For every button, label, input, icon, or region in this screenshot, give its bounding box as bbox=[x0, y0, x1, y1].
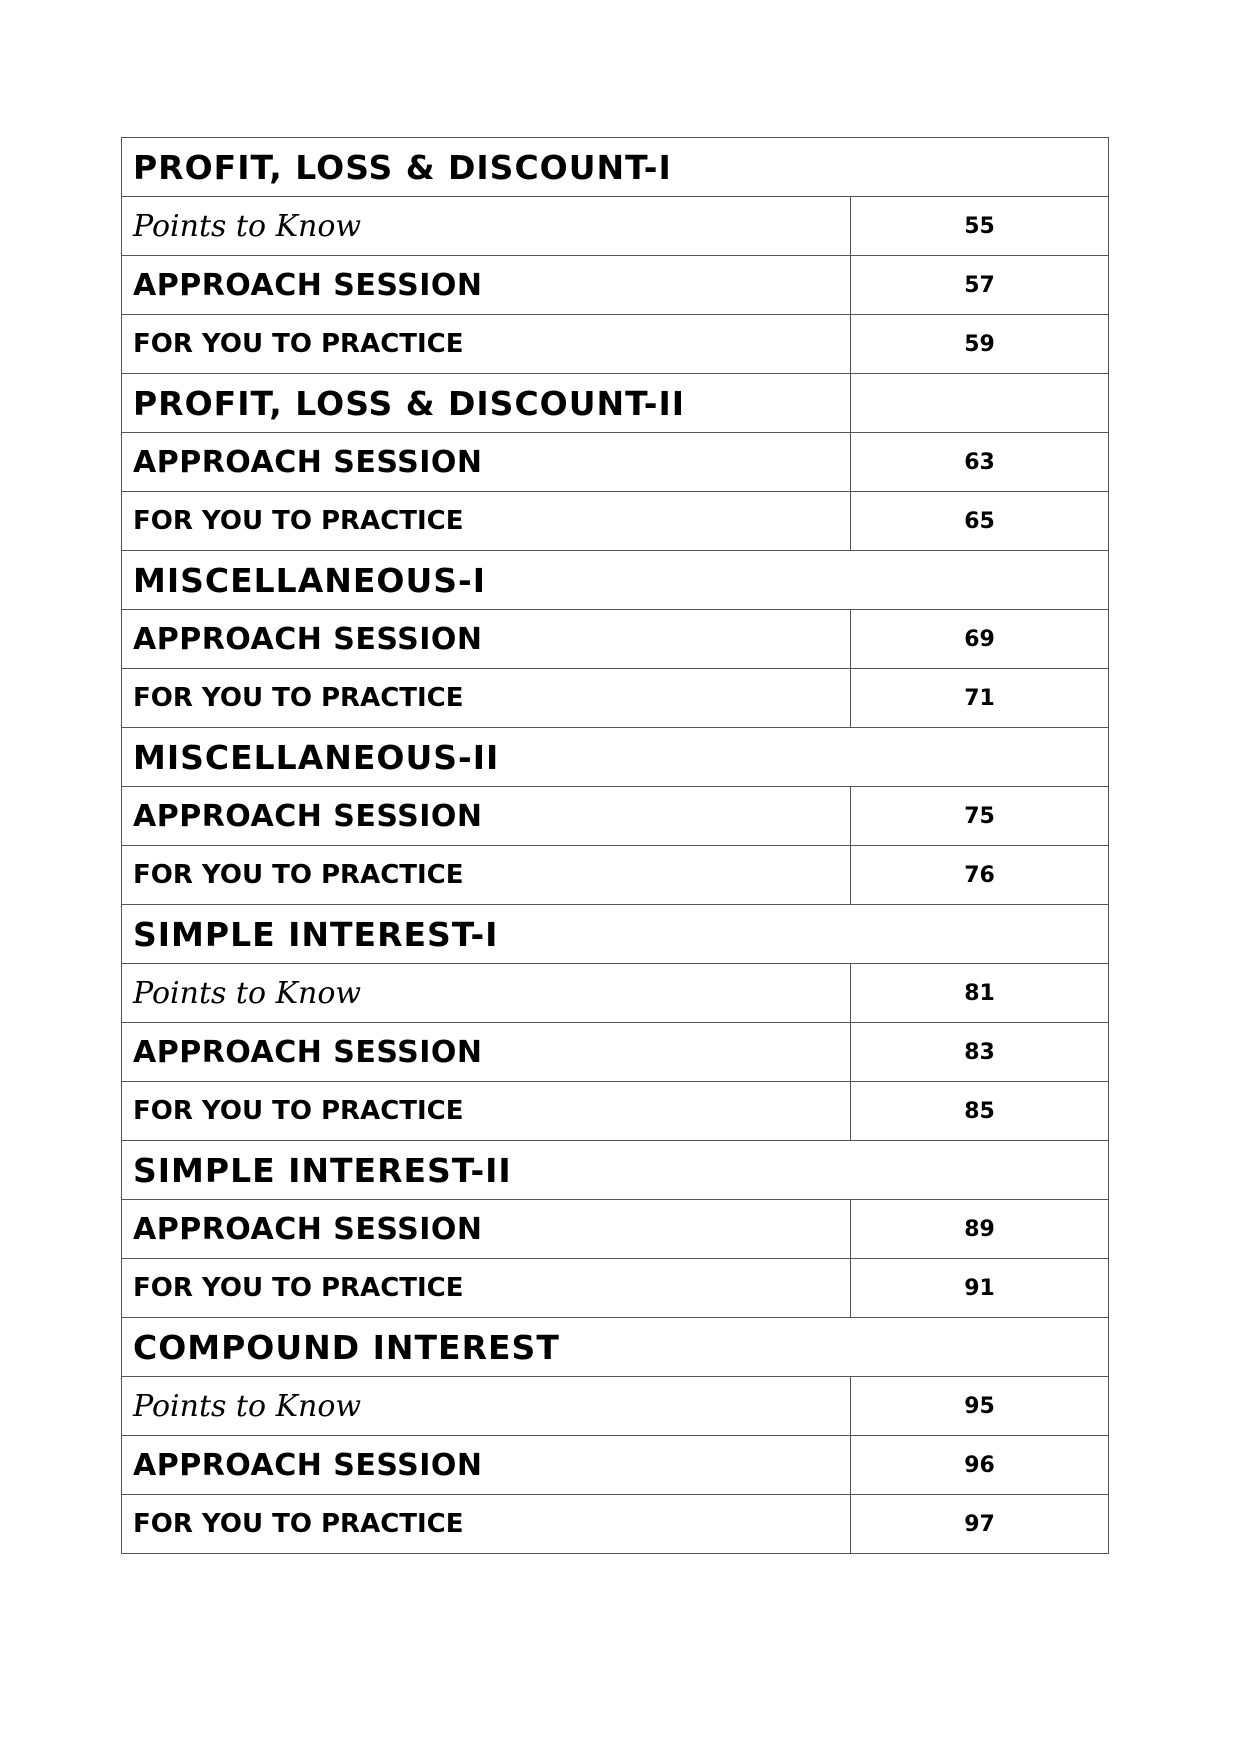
entry-label: Points to Know bbox=[122, 1377, 851, 1436]
page-number: 71 bbox=[851, 669, 1109, 728]
chapter-row bbox=[122, 1318, 1109, 1377]
page-number: 83 bbox=[851, 1023, 1109, 1082]
chapter-title: COMPOUND INTEREST bbox=[122, 1318, 1109, 1377]
chapter-title: MISCELLANEOUS-I bbox=[122, 551, 1109, 610]
entry-label: FOR YOU TO PRACTICE bbox=[122, 1082, 851, 1141]
toc-entry-row bbox=[122, 964, 1109, 1023]
toc-entry-row bbox=[122, 256, 1109, 315]
page-number: 76 bbox=[851, 846, 1109, 905]
entry-label: APPROACH SESSION bbox=[122, 1023, 851, 1082]
toc-entry-row bbox=[122, 1082, 1109, 1141]
entry-label: APPROACH SESSION bbox=[122, 256, 851, 315]
chapter-row bbox=[122, 551, 1109, 610]
toc-entry-row bbox=[122, 1259, 1109, 1318]
toc-entry-row bbox=[122, 1200, 1109, 1259]
toc-entry-row bbox=[122, 1023, 1109, 1082]
toc-entry-row bbox=[122, 197, 1109, 256]
toc-entry-row bbox=[122, 846, 1109, 905]
entry-label: APPROACH SESSION bbox=[122, 610, 851, 669]
toc-entry-row bbox=[122, 1436, 1109, 1495]
entry-label: APPROACH SESSION bbox=[122, 787, 851, 846]
toc-entry-row bbox=[122, 1495, 1109, 1554]
chapter-title: MISCELLANEOUS-II bbox=[122, 728, 1109, 787]
entry-label: FOR YOU TO PRACTICE bbox=[122, 846, 851, 905]
page-number: 81 bbox=[851, 964, 1109, 1023]
chapter-title: SIMPLE INTEREST-I bbox=[122, 905, 1109, 964]
page-number: 91 bbox=[851, 1259, 1109, 1318]
entry-label: FOR YOU TO PRACTICE bbox=[122, 669, 851, 728]
chapter-row bbox=[122, 374, 1109, 433]
page-number: 55 bbox=[851, 197, 1109, 256]
toc-body bbox=[122, 138, 1109, 1554]
page-number: 96 bbox=[851, 1436, 1109, 1495]
entry-label: FOR YOU TO PRACTICE bbox=[122, 492, 851, 551]
page-number: 97 bbox=[851, 1495, 1109, 1554]
entry-label: FOR YOU TO PRACTICE bbox=[122, 1495, 851, 1554]
entry-label: FOR YOU TO PRACTICE bbox=[122, 1259, 851, 1318]
toc-entry-row bbox=[122, 433, 1109, 492]
toc-entry-row bbox=[122, 610, 1109, 669]
page-number: 89 bbox=[851, 1200, 1109, 1259]
toc-entry-row bbox=[122, 1377, 1109, 1436]
page-number: 95 bbox=[851, 1377, 1109, 1436]
entry-label: APPROACH SESSION bbox=[122, 1200, 851, 1259]
page-number: 75 bbox=[851, 787, 1109, 846]
chapter-title: SIMPLE INTEREST-II bbox=[122, 1141, 1109, 1200]
toc-entry-row bbox=[122, 669, 1109, 728]
chapter-row bbox=[122, 138, 1109, 197]
entry-label: APPROACH SESSION bbox=[122, 1436, 851, 1495]
table-of-contents bbox=[121, 137, 1109, 1554]
chapter-row bbox=[122, 728, 1109, 787]
chapter-title: PROFIT, LOSS & DISCOUNT-II bbox=[122, 374, 851, 433]
entry-label: FOR YOU TO PRACTICE bbox=[122, 315, 851, 374]
page-number: 85 bbox=[851, 1082, 1109, 1141]
chapter-row bbox=[122, 905, 1109, 964]
page-number: 59 bbox=[851, 315, 1109, 374]
page-number: 63 bbox=[851, 433, 1109, 492]
toc-entry-row bbox=[122, 315, 1109, 374]
chapter-page-empty bbox=[851, 374, 1109, 433]
chapter-title: PROFIT, LOSS & DISCOUNT-I bbox=[122, 138, 1109, 197]
entry-label: Points to Know bbox=[122, 197, 851, 256]
page-number: 65 bbox=[851, 492, 1109, 551]
entry-label: APPROACH SESSION bbox=[122, 433, 851, 492]
page-number: 57 bbox=[851, 256, 1109, 315]
page-number: 69 bbox=[851, 610, 1109, 669]
toc-entry-row bbox=[122, 787, 1109, 846]
entry-label: Points to Know bbox=[122, 964, 851, 1023]
toc-entry-row bbox=[122, 492, 1109, 551]
chapter-row bbox=[122, 1141, 1109, 1200]
